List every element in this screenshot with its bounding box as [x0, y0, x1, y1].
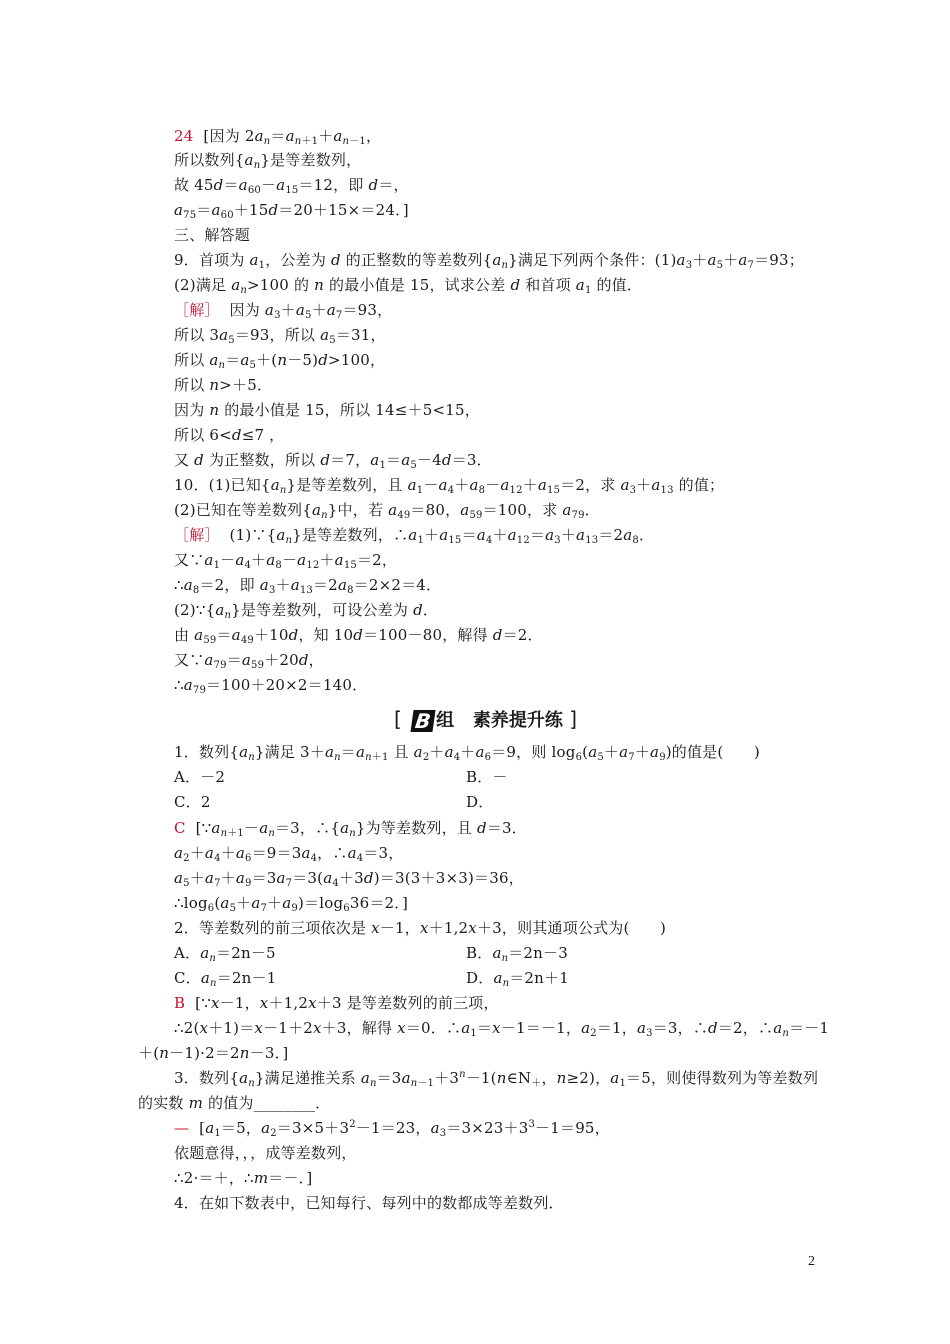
text-line: 的实数 m 的值为________．	[138, 1094, 331, 1112]
option-d: D．	[466, 793, 494, 811]
option-d-rest: ＝2n＋1	[509, 969, 569, 987]
text-line: $a_5+a_7+a_9=3a_7=3(a_4+3d)=3(3+3\times 3)=36$，	[174, 869, 524, 889]
text-line: 因为 n 的最小值是 15，所以 14≤＋5<15，	[174, 401, 480, 419]
option-a-rest: ＝2n－5	[216, 944, 276, 962]
options-row	[174, 792, 211, 812]
options-row: A．$a_n=2n-5$	[174, 944, 276, 964]
options-row: B．$a_n=2n-3$	[466, 944, 568, 964]
question-b4: 4．在如下数表中，已知每行、每列中的数都成等差数列．	[174, 1194, 564, 1212]
text-line: 所以 n>＋5．	[174, 376, 273, 394]
heading-left-bracket: [	[394, 707, 402, 731]
text-line: 所以数列$\{a_n\}$是等差数列，	[174, 151, 362, 171]
text-line: ＋(n－1)·2＝2n－3．]	[138, 1044, 289, 1062]
answer-label: 24	[174, 127, 194, 145]
b-logo-icon: B	[411, 710, 436, 732]
text-line: 又$\because a_{79}=a_{59}+20d$，	[174, 651, 324, 671]
heading-text: 组 素养提升练	[436, 710, 563, 731]
text-line: (2)已知在等差数列$\{a_n\}$中，若 $a_{49}=80$，$a_{59}=100$，求 $a_{79}$．	[174, 501, 600, 521]
options-row: D．$a_n=2n+1$	[466, 969, 569, 989]
text-line: ∴2·＝＋，∴m＝－．]	[174, 1169, 313, 1187]
option-b-rest: ＝2n－3	[508, 944, 568, 962]
text-line: 由 $a_{59}=a_{49}+10d$，知 10d＝100－80，解得 d＝2．	[174, 626, 543, 646]
options-row: C．$a_n=2n-1$	[174, 969, 277, 989]
text-line: 24 [因为 $2a_n=a_{n+1}+a_{n-1}$，	[174, 127, 382, 147]
text-line: 所以 $3a_5=93$，所以 $a_5=31$，	[174, 326, 386, 346]
text-line: $\therefore a_8=2$，即 $a_3+a_{13}=2a_8=2\times 2=4$．	[174, 576, 442, 596]
text-line: ［解］ $(1)\because\{a_n\}$是等差数列，$\therefore a_1+a_{15}=a_4+a_{12}=a_3+a_{13}=2a_8$．	[174, 526, 655, 546]
option-b-prefix: B．	[466, 944, 493, 962]
solution-label: ［解］	[174, 526, 220, 544]
text-line: — [$a_1=5$，$a_2=3\times 5+3^2-1=23$，$a_3=3\times 23+3^3-1=95$，	[174, 1119, 610, 1139]
option-c-prefix: C．	[174, 969, 201, 987]
answer-label: C	[174, 819, 186, 837]
text-line: 所以 $a_n=a_5+(n-5)d>100$，	[174, 351, 386, 371]
options-row	[174, 767, 225, 787]
option-c-rest: ＝2n－1	[216, 969, 277, 987]
text-line: ［解］ 因为 $a_3+a_5+a_7=93$，	[174, 301, 393, 321]
answer-label: —	[174, 1119, 190, 1137]
answer-label: B	[174, 994, 186, 1012]
option-d-prefix: D．	[466, 969, 494, 987]
text-line: 又 d 为正整数，所以 d＝7，$a_1=a_5-4d=3$．	[174, 451, 492, 471]
text-line: $(2)\because\{a_n\}$是等差数列，可设公差为 d．	[174, 601, 439, 621]
heading-right-bracket: ]	[569, 707, 577, 731]
text-line: $a_2+a_4+a_6=9=3a_4$，$\therefore a_4=3$，	[174, 844, 404, 864]
text-line: $\therefore\log_6(a_5+a_7+a_9)=\log_636=2$．]	[174, 894, 409, 914]
text-line: ∴2(x＋1)＝x－1＋2x＋3，解得 x＝0．$\therefore a_1=x-1=-1$，$a_2=1$，$a_3=3$，∴d＝2，$\therefore a_n=-1$	[174, 1019, 830, 1039]
text-line: $\therefore a_{79}=100+20\times 2=140$．	[174, 676, 368, 696]
question-b2: 2．等差数列的前三项依次是 x－1，x＋1,2x＋3，则其通项公式为( )	[174, 919, 667, 937]
question-b3: 3．数列$\{a_n\}$满足递推关系 $a_n=3a_{n-1}+3^n-1(n\in N_+$，n≥2)，$a_1=5$，则使得数列为等差数列	[174, 1069, 819, 1089]
option-b: B．－	[466, 768, 508, 786]
text-line: (2)满足 $a_n>100$ 的 n 的最小值是 15，试求公差 d 和首项 $a_1$ 的值．	[174, 276, 643, 296]
question-10: 10．(1)已知$\{a_n\}$是等差数列，且 $a_1-a_4+a_8-a_{12}+a_{15}=2$，求 $a_3+a_{13}$ 的值；	[174, 476, 725, 496]
text-line: C [$\because a_{n+1}-a_n=3$，$\therefore\{a_n\}$为等差数列，且 d＝3．	[174, 819, 527, 839]
option-a-prefix: A．	[174, 944, 201, 962]
option-a: A．－2	[174, 768, 226, 786]
question-b1: 1．数列$\{a_n\}$满足 $3+a_n=a_{n+1}$ 且 $a_2+a_4+a_6=9$，则 $\log_6(a_5+a_7+a_9)$的值是( )	[174, 743, 760, 763]
section-b-heading	[394, 704, 577, 734]
text-line: 依题意得，，，成等差数列，	[174, 1144, 357, 1162]
solution-label: ［解］	[174, 301, 220, 319]
text-line: 又$\because a_1-a_4+a_8-a_{12}+a_{15}=2$，	[174, 551, 398, 571]
text-line: 故 $45d=a_{60}-a_{15}=12$，即 d＝，	[174, 176, 409, 196]
question-9: 9．首项为 $a_1$，公差为 d 的正整数的等差数列$\{a_n\}$满足下列两个条件：$(1)a_3+a_5+a_7=93$；	[174, 251, 804, 271]
page-number: 2	[808, 1254, 815, 1269]
option-c: C．2	[174, 793, 211, 811]
section-title: 三、解答题	[174, 226, 251, 244]
text-line: B [∵x－1，x＋1,2x＋3 是等差数列的前三项，	[174, 994, 499, 1012]
text-line: $a_{75}=a_{60}+15d=20+15\times=24$．]	[174, 201, 409, 221]
text-line: 所以 6<d≤7 ，	[174, 426, 285, 444]
